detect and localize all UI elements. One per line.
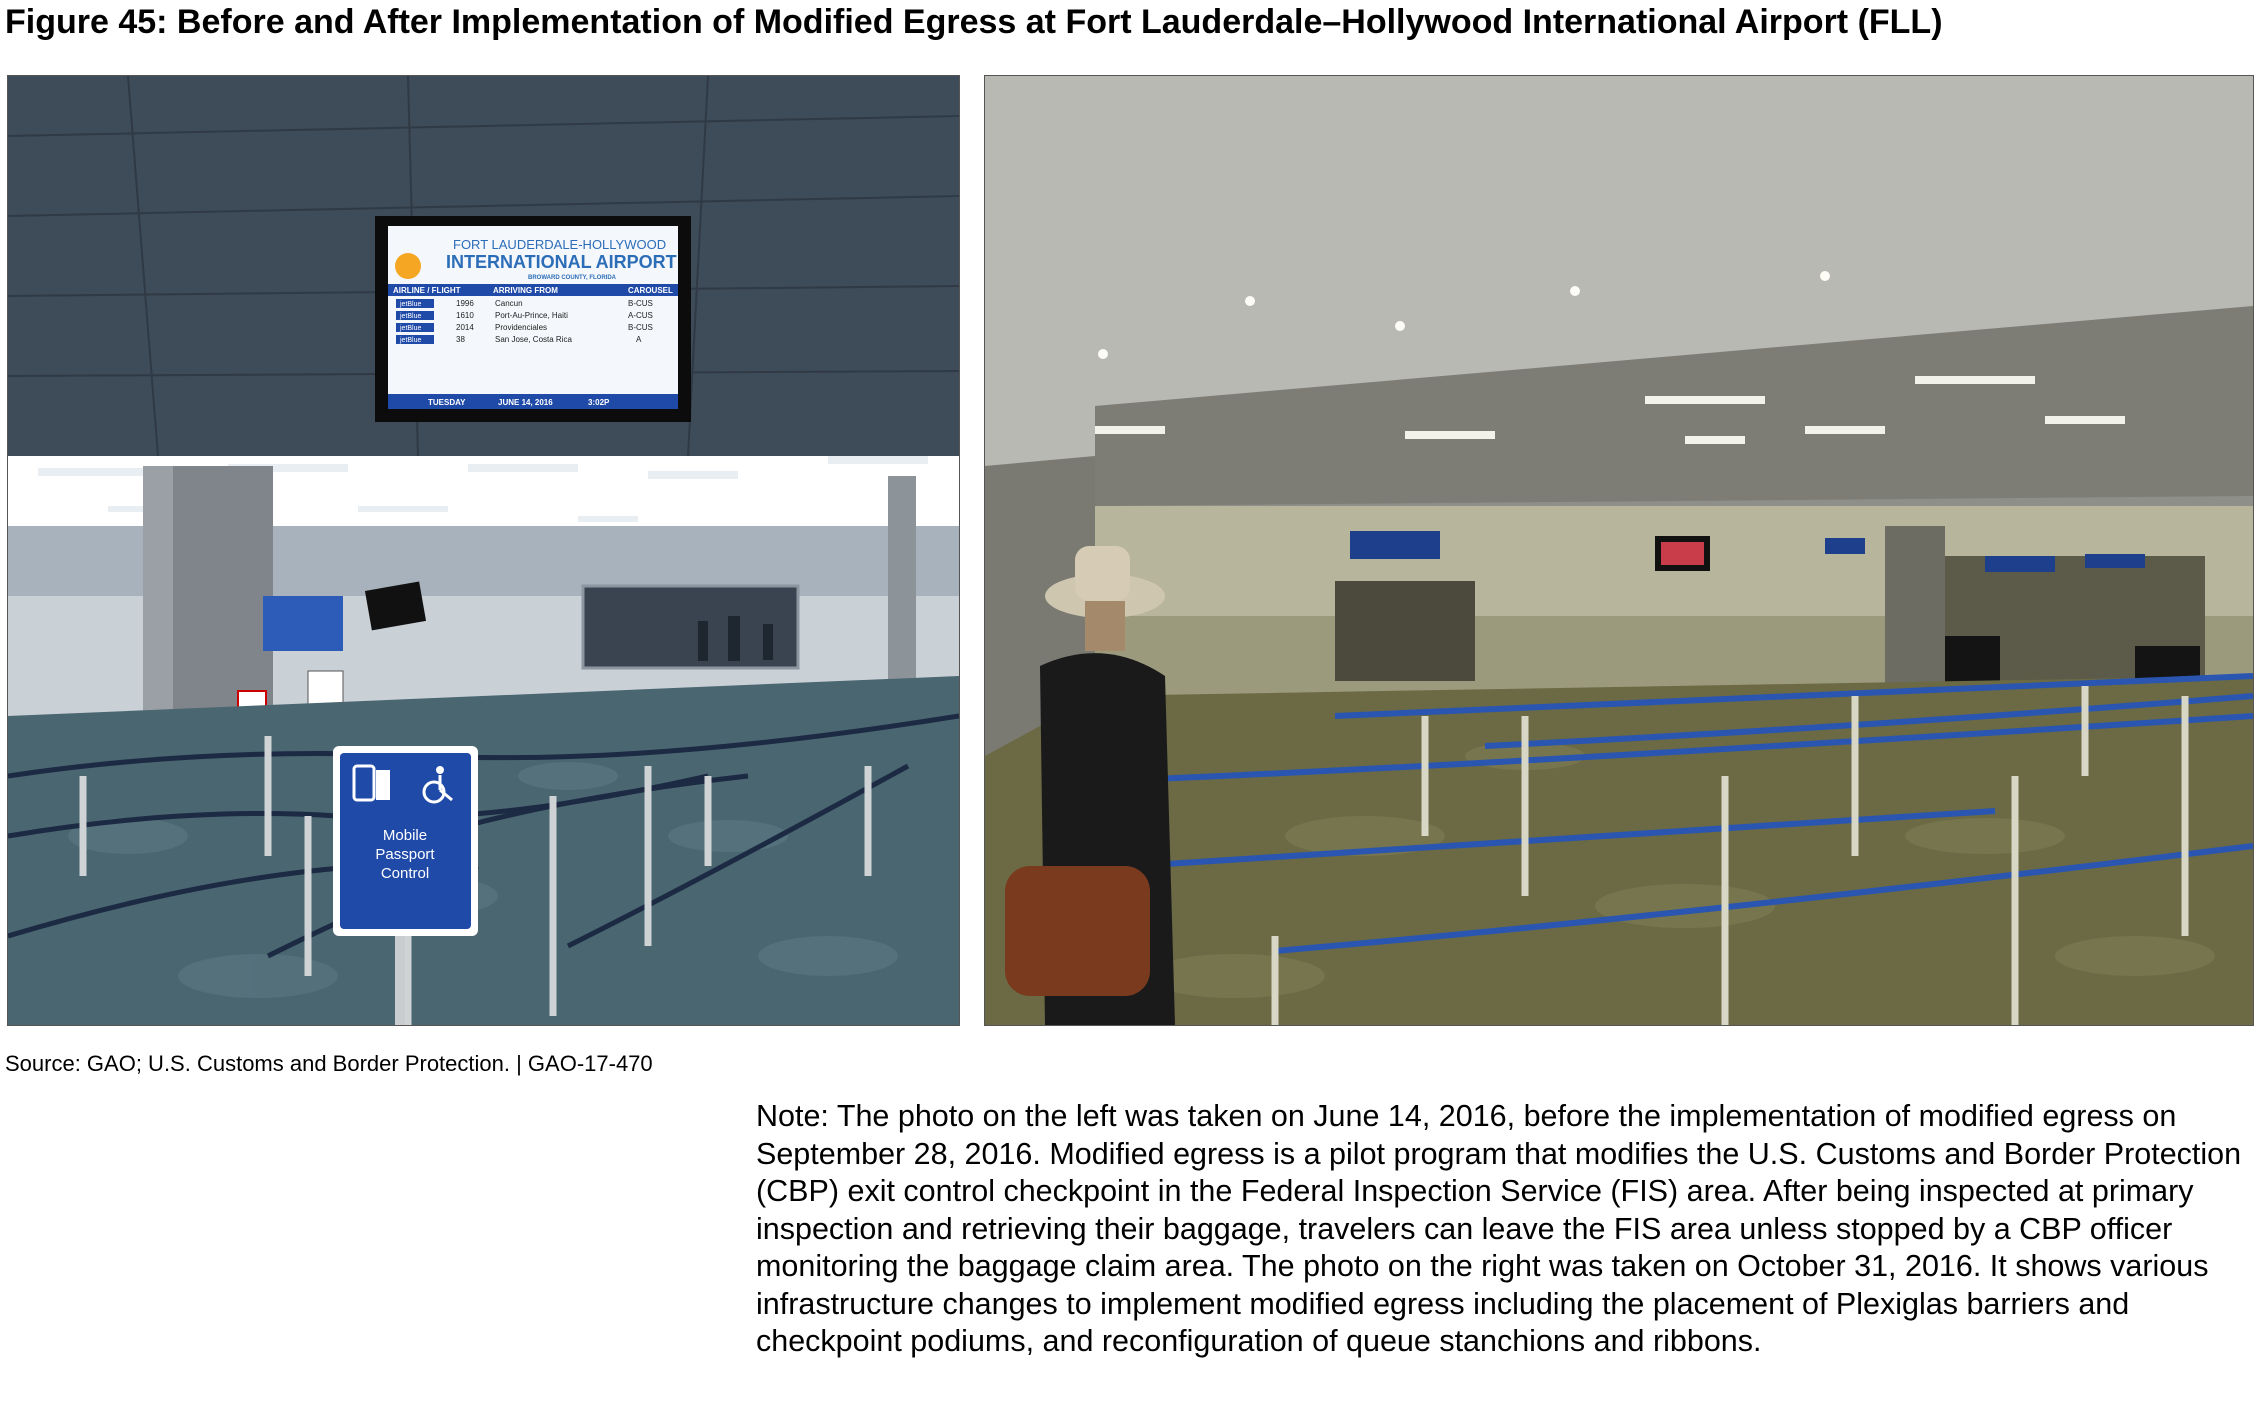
monitor-row4-flight: 38: [456, 335, 465, 344]
monitor-row1-airline: jetBlue: [400, 301, 422, 308]
monitor-row4-airline: jetBlue: [400, 337, 422, 344]
photo-before-image: [8, 76, 959, 1025]
monitor-airport-line2: INTERNATIONAL AIRPORT: [446, 252, 677, 272]
photo-after-image: [985, 76, 2253, 1025]
monitor-footer-time: 3:02P: [588, 398, 610, 407]
monitor-col-from: ARRIVING FROM: [493, 286, 558, 295]
monitor-row3-flight: 2014: [456, 323, 474, 332]
flight-monitor: [375, 216, 691, 422]
monitor-row2-flight: 1610: [456, 311, 474, 320]
monitor-row2-airline: jetBlue: [400, 313, 422, 320]
monitor-col-carousel: CAROUSEL: [628, 286, 673, 295]
photo-before: [7, 75, 960, 1026]
monitor-col-airline: AIRLINE / FLIGHT: [393, 286, 461, 295]
monitor-county: BROWARD COUNTY, FLORIDA: [528, 275, 616, 281]
monitor-row4-carousel: A: [636, 335, 642, 344]
sign-line1: Mobile: [382, 827, 428, 844]
photo-after: [984, 75, 2254, 1026]
monitor-row1-carousel: B-CUS: [628, 299, 653, 308]
monitor-footer-day: TUESDAY: [428, 398, 466, 407]
sun-logo-icon: [395, 253, 421, 279]
monitor-row3-from: Providenciales: [495, 323, 548, 332]
source-line: Source: GAO; U.S. Customs and Border Protection. | GAO-17-470: [5, 1051, 653, 1076]
monitor-row2-from: Port-Au-Prince, Haiti: [495, 311, 568, 320]
monitor-row2-carousel: A-CUS: [628, 311, 653, 320]
monitor-row3-carousel: B-CUS: [628, 323, 653, 332]
sign-line2: Passport: [375, 846, 435, 863]
monitor-row4-from: San Jose, Costa Rica: [495, 335, 572, 344]
monitor-airport-line1: FORT LAUDERDALE-HOLLYWOOD: [453, 237, 667, 252]
monitor-row3-airline: jetBlue: [400, 325, 422, 332]
monitor-row1-flight: 1996: [456, 299, 474, 308]
sign-line3: Control: [380, 865, 430, 882]
monitor-footer-date: JUNE 14, 2016: [498, 398, 553, 407]
monitor-row1-from: Cancun: [495, 299, 523, 308]
figure-note: Note: The photo on the left was taken on June 14, 2016, before the implementation of modified egress on September 28, 2016. Modified egress is a pilot program that modifies the U.S. Customs and Border Protection (CBP) exit control checkpoint in the Federal Inspection Service (FIS) area. After being inspected at primary inspection and retrieving their baggage, travelers can leave the FIS area unless stopped by a CBP officer monitoring the baggage claim area. The photo on the right was taken on October 31, 2016. It shows various infrastructure changes to implement modified egress including the placement of Plexiglas barriers and checkpoint podiums, and reconfiguration of queue stanchions and ribbons.: [756, 1099, 2242, 1358]
figure-title: Figure 45: Before and After Implementation of Modified Egress at Fort Lauderdale–Hollywood International Airport (FLL): [5, 3, 1943, 41]
